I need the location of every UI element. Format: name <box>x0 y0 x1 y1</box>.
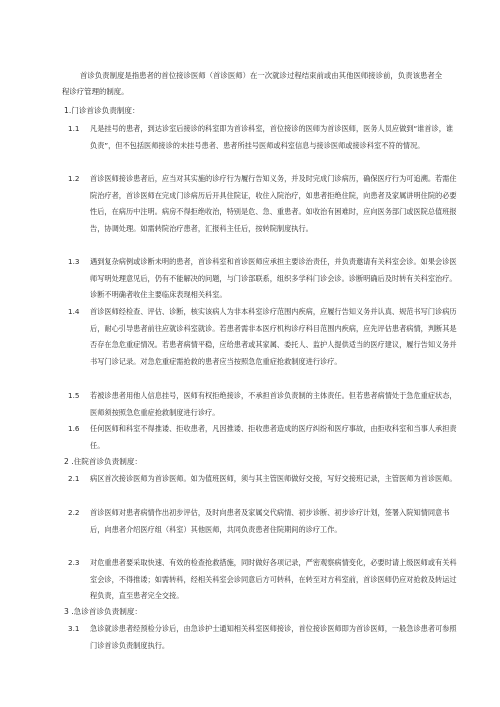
item-text: 任何医师和科室不得推诿、拒收患者，凡因推诿、拒收患者造成的医疗纠纷和医疗事故，由拒收科室和当事人承担责任。 <box>90 424 457 450</box>
item-number: 2.3 <box>68 558 80 567</box>
item-text: 若被诊患者用他人信息挂号，医师有权拒绝接诊，不承担首诊负责制的主体责任。但若患者病情处于急危重症状态，医师须按照急危重症抢救制度进行诊疗。 <box>90 391 457 417</box>
item-number: 2.1 <box>68 474 80 483</box>
item-text: 病区首次接诊医师为首诊医师。如为值班医师，须与其主管医师做好交接，写好交接班记录，主管医师为首诊医师。 <box>90 474 457 483</box>
item-number: 1.1 <box>68 124 80 133</box>
item-text: 急诊就诊患者经预检分诊后，由急诊护士通知相关科室医师接诊，首位接诊医师即为首诊医师，一般急诊患者可参照门诊首诊负责制度执行。 <box>90 624 457 650</box>
section-heading-emergency: 3 .急诊首诊负责制度： <box>64 607 143 616</box>
item-number: 1.6 <box>68 424 80 433</box>
item-number: 1.3 <box>68 257 80 266</box>
item-text: 首诊医师经检查、评估、诊断，核实该病人为非本科室诊疗范围内疾病，应履行告知义务并认真、规范书写门诊病历后，耐心引导患者前往应就诊科室就诊。若患者需非本医疗机构诊疗科目范围内疾病，应先评估患者病情，判断其是否存在急危重症情况。若患者病情平稳，应给患者或其家属、委托人、监护人提供适当的医疗建议，履行告知义务并书写门诊记录。对急危重症需抢救的患者应当按照急危重症抢救制度进行诊疗。 <box>90 307 457 366</box>
item-number: 3.1 <box>68 624 80 633</box>
section-heading-outpatient: 1.门诊首诊负责制度： <box>64 106 140 115</box>
item-text: 凡是挂号的患者，到达诊室后接诊的科室即为首诊科室，首位接诊的医师为首诊医师，医务人员应做到“谁首诊，谁负责”，但不包括医师接诊的未挂号患者、患者所挂号医师或科室信息与接诊医师或接诊科室不符的情况。 <box>90 124 454 150</box>
item-number: 1.2 <box>68 174 80 183</box>
item-text: 首诊医师接诊患者后，应当对其实施的诊疗行为履行告知义务，并及时完成门诊病历，确保医疗行为可追溯。若需住院治疗者，首诊医师在完成门诊病历后开具住院证，收住入院治疗，如患者拒绝住院，向患者及家属讲明住院的必要性后，在病历中注明。病房不得拒绝收治，特别是危、急、重患者。如收治有困难时，应向医务部门或医院总值班报告，协调处理。如需转院治疗患者，汇报科主任后，按转院制度执行。 <box>90 174 457 233</box>
section-heading-inpatient: 2 .住院首诊负责制度： <box>64 457 143 466</box>
item-text: 首诊医师对患者病情作出初步评估，及时向患者及家属交代病情、初步诊断、初步诊疗计划，签署入院知情同意书后，向患者介绍医疗组（科室）其他医师，共同负责患者住院期间的诊疗工作。 <box>90 508 450 534</box>
item-number: 1.4 <box>68 307 80 316</box>
item-text: 对危重患者要采取快速、有效的检查抢救措施，同时做好各项记录，严密观察病情变化，必要时请上级医师或有关科室会诊，不得推诿；如需转科，经相关科室会诊同意后方可转科，在转至对方科室前，首诊医师仍应对抢救及转运过程负责，直至患者完全交接。 <box>90 558 457 600</box>
item-number: 2.2 <box>68 508 80 517</box>
item-text: 遇到复杂病例或诊断未明的患者，首诊科室和首诊医师应承担主要诊治责任，并负责邀请有关科室会诊。如果会诊医师写明处理意见后，仍有不能解决的问题，与门诊部联系，组织多学科门诊会诊。诊断明确后及时转有关科室治疗。诊断不明确者收住主要临床表现相关科室。 <box>90 257 457 299</box>
item-number: 1.5 <box>68 391 80 400</box>
intro-paragraph: 首诊负责制度是指患者的首位接诊医师（首诊医师）在一次就诊过程结束前或由其他医师接诊前，负责该患者全程诊疗管理的制度。 <box>62 71 443 96</box>
